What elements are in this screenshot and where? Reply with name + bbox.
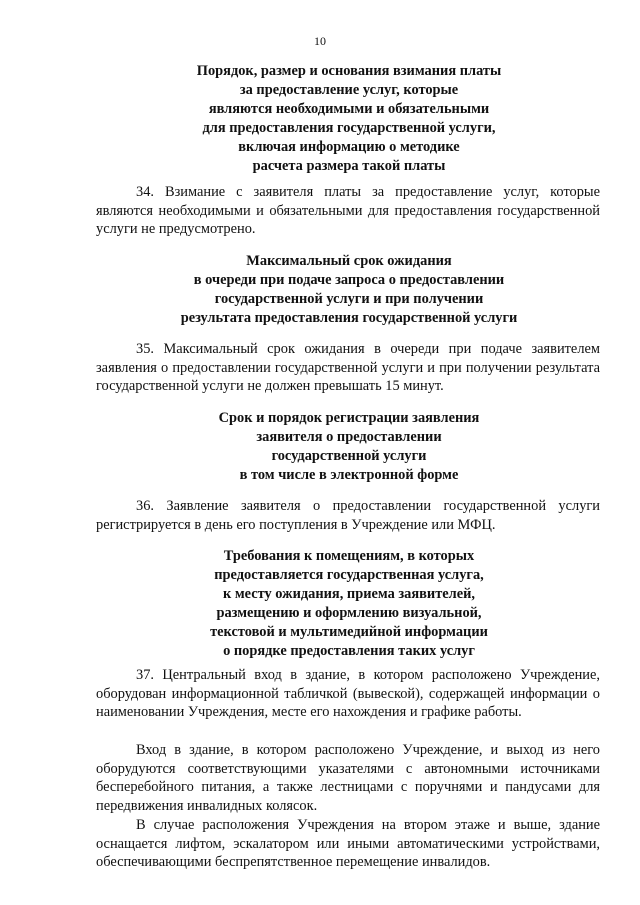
heading-line: заявителя о предоставлении bbox=[256, 429, 442, 445]
paragraph-35: 35. Максимальный срок ожидания в очереди при подаче заявителем заявления о предоставлении государственной услуги и при получении результата государственной услуги не должен превышать 15 минут. bbox=[96, 341, 600, 394]
heading-line: Максимальный срок ожидания bbox=[246, 253, 452, 269]
heading-line: размещению и оформлению визуальной, bbox=[216, 605, 482, 621]
heading-line: расчета размера такой платы bbox=[252, 158, 446, 174]
heading-line: за предоставление услуг, которые bbox=[239, 82, 459, 98]
paragraph-37: 37. Центральный вход в здание, в котором расположено Учреждение, оборудован информационной табличкой (вывеской), содержащей информации о наименовании Учреждения, месте его нахождения и графике работы. bbox=[96, 667, 600, 720]
heading-line: Срок и порядок регистрации заявления bbox=[218, 410, 480, 426]
section-heading-fees bbox=[96, 62, 602, 176]
heading-line: к месту ожидания, приема заявителей, bbox=[222, 586, 476, 602]
section-heading-premises bbox=[96, 547, 602, 661]
paragraph-36: 36. Заявление заявителя о предоставлении государственной услуги регистрируется в день его поступления в Учреждение или МФЦ. bbox=[96, 498, 600, 533]
heading-line: предоставляется государственная услуга, bbox=[214, 567, 484, 583]
heading-line: государственной услуги bbox=[271, 448, 427, 464]
heading-line: государственной услуги и при получении bbox=[214, 291, 484, 307]
section-heading-waiting-time bbox=[96, 252, 602, 328]
heading-line: являются необходимыми и обязательными bbox=[208, 101, 490, 117]
section-heading-registration bbox=[96, 409, 602, 485]
heading-line: в том числе в электронной форме bbox=[239, 467, 459, 483]
heading-line: в очереди при подаче запроса о предоставлении bbox=[193, 272, 505, 288]
heading-line: Порядок, размер и основания взимания платы bbox=[196, 63, 502, 79]
paragraph-37-entrance: Вход в здание, в котором расположено Учреждение, и выход из него оборудуются соответствующими указателями с автономными источниками бесперебойного питания, а также лестницами с поручнями и пандусами для передвижения инвалидных колясок. bbox=[96, 742, 600, 814]
page-number: 10 bbox=[314, 34, 326, 48]
paragraph-37-elevator: В случае расположения Учреждения на втором этаже и выше, здание оснащается лифтом, эскалатором или иными автоматическими устройствами, обеспечивающими беспрепятственное перемещение инвалидов. bbox=[96, 817, 600, 870]
heading-line: результата предоставления государственной услуги bbox=[180, 310, 518, 326]
heading-line: о порядке предоставления таких услуг bbox=[223, 643, 475, 659]
paragraph-34: 34. Взимание с заявителя платы за предоставление услуг, которые являются необходимыми и обязательными для предоставления государственной услуги не предусмотрено. bbox=[96, 184, 600, 237]
heading-line: текстовой и мультимедийной информации bbox=[210, 624, 488, 640]
heading-line: Требования к помещениям, в которых bbox=[223, 548, 475, 564]
heading-line: для предоставления государственной услуги, bbox=[202, 120, 496, 136]
heading-line: включая информацию о методике bbox=[238, 139, 460, 155]
